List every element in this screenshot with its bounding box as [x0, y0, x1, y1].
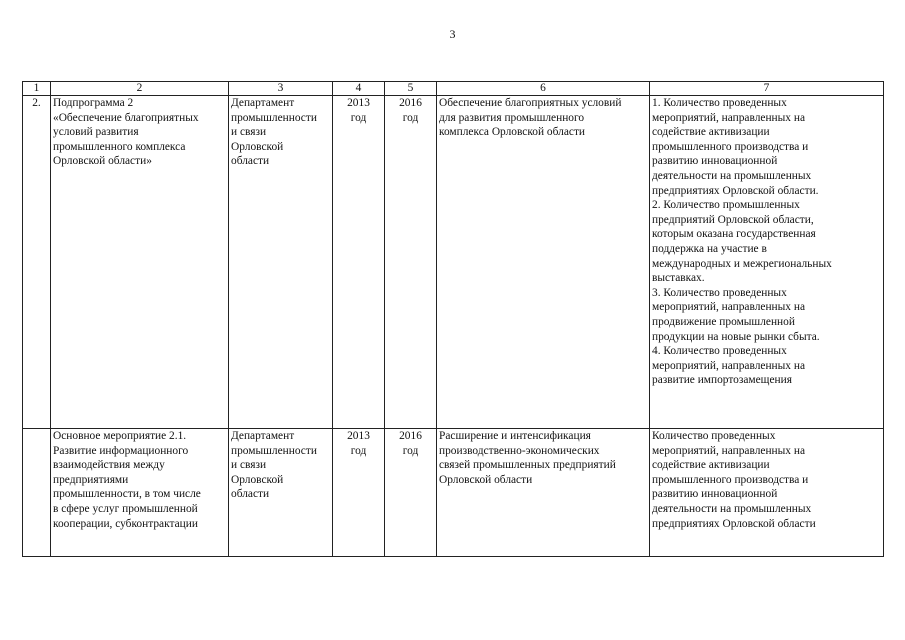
end-year: 2016 год — [385, 96, 437, 429]
table-row — [23, 429, 884, 557]
row-number — [23, 429, 51, 557]
row-number: 2. — [23, 96, 51, 429]
expected-result: Обеспечение благоприятных условий для развития промышленного комплекса Орловской области — [437, 96, 650, 429]
header-cell-3: 3 — [229, 82, 333, 96]
header-cell-5: 5 — [385, 82, 437, 96]
header-cell-2: 2 — [51, 82, 229, 96]
page-number: 3 — [449, 27, 456, 41]
program-name: Основное мероприятие 2.1. Развитие информационного взаимодействия между предприятиями промышленности, в том числе в сфере услуг промышленной кооперации, субконтрактации — [51, 429, 229, 557]
executor: Департамент промышленности и связи Орловской области — [229, 429, 333, 557]
table-row — [23, 96, 884, 429]
end-year: 2016 год — [385, 429, 437, 557]
start-year: 2013 год — [333, 429, 385, 557]
header-cell-6: 6 — [437, 82, 650, 96]
header-cell-4: 4 — [333, 82, 385, 96]
start-year: 2013 год — [333, 96, 385, 429]
indicators: Количество проведенных мероприятий, направленных на содействие активизации промышленного производства и развитию инновационной деятельности на промышленных предприятиях Орловской области — [650, 429, 884, 557]
header-cell-7: 7 — [650, 82, 884, 96]
executor: Департамент промышленности и связи Орловской области — [229, 96, 333, 429]
indicators: 1. Количество проведенных мероприятий, направленных на содействие активизации промышленного производства и развитию инновационной деятельности на промышленных предприятиях Орловской области. 2. Количество промышленных предприятий Орловской области, которым оказана государственная поддержка на участие в международных и межрегиональных выставках. 3. Количество проведенных мероприятий, направленных на продвижение промышленной продукции на новые рынки сбыта. 4. Количество проведенных мероприятий, направленных на развитие импортозамещения — [650, 96, 884, 429]
expected-result: Расширение и интенсификация производственно-экономических связей промышленных предприятий Орловской области — [437, 429, 650, 557]
header-cell-1: 1 — [23, 82, 51, 96]
header-row — [23, 82, 884, 96]
program-table — [22, 81, 884, 557]
program-name: Подпрограмма 2 «Обеспечение благоприятных условий развития промышленного комплекса Орловской области» — [51, 96, 229, 429]
